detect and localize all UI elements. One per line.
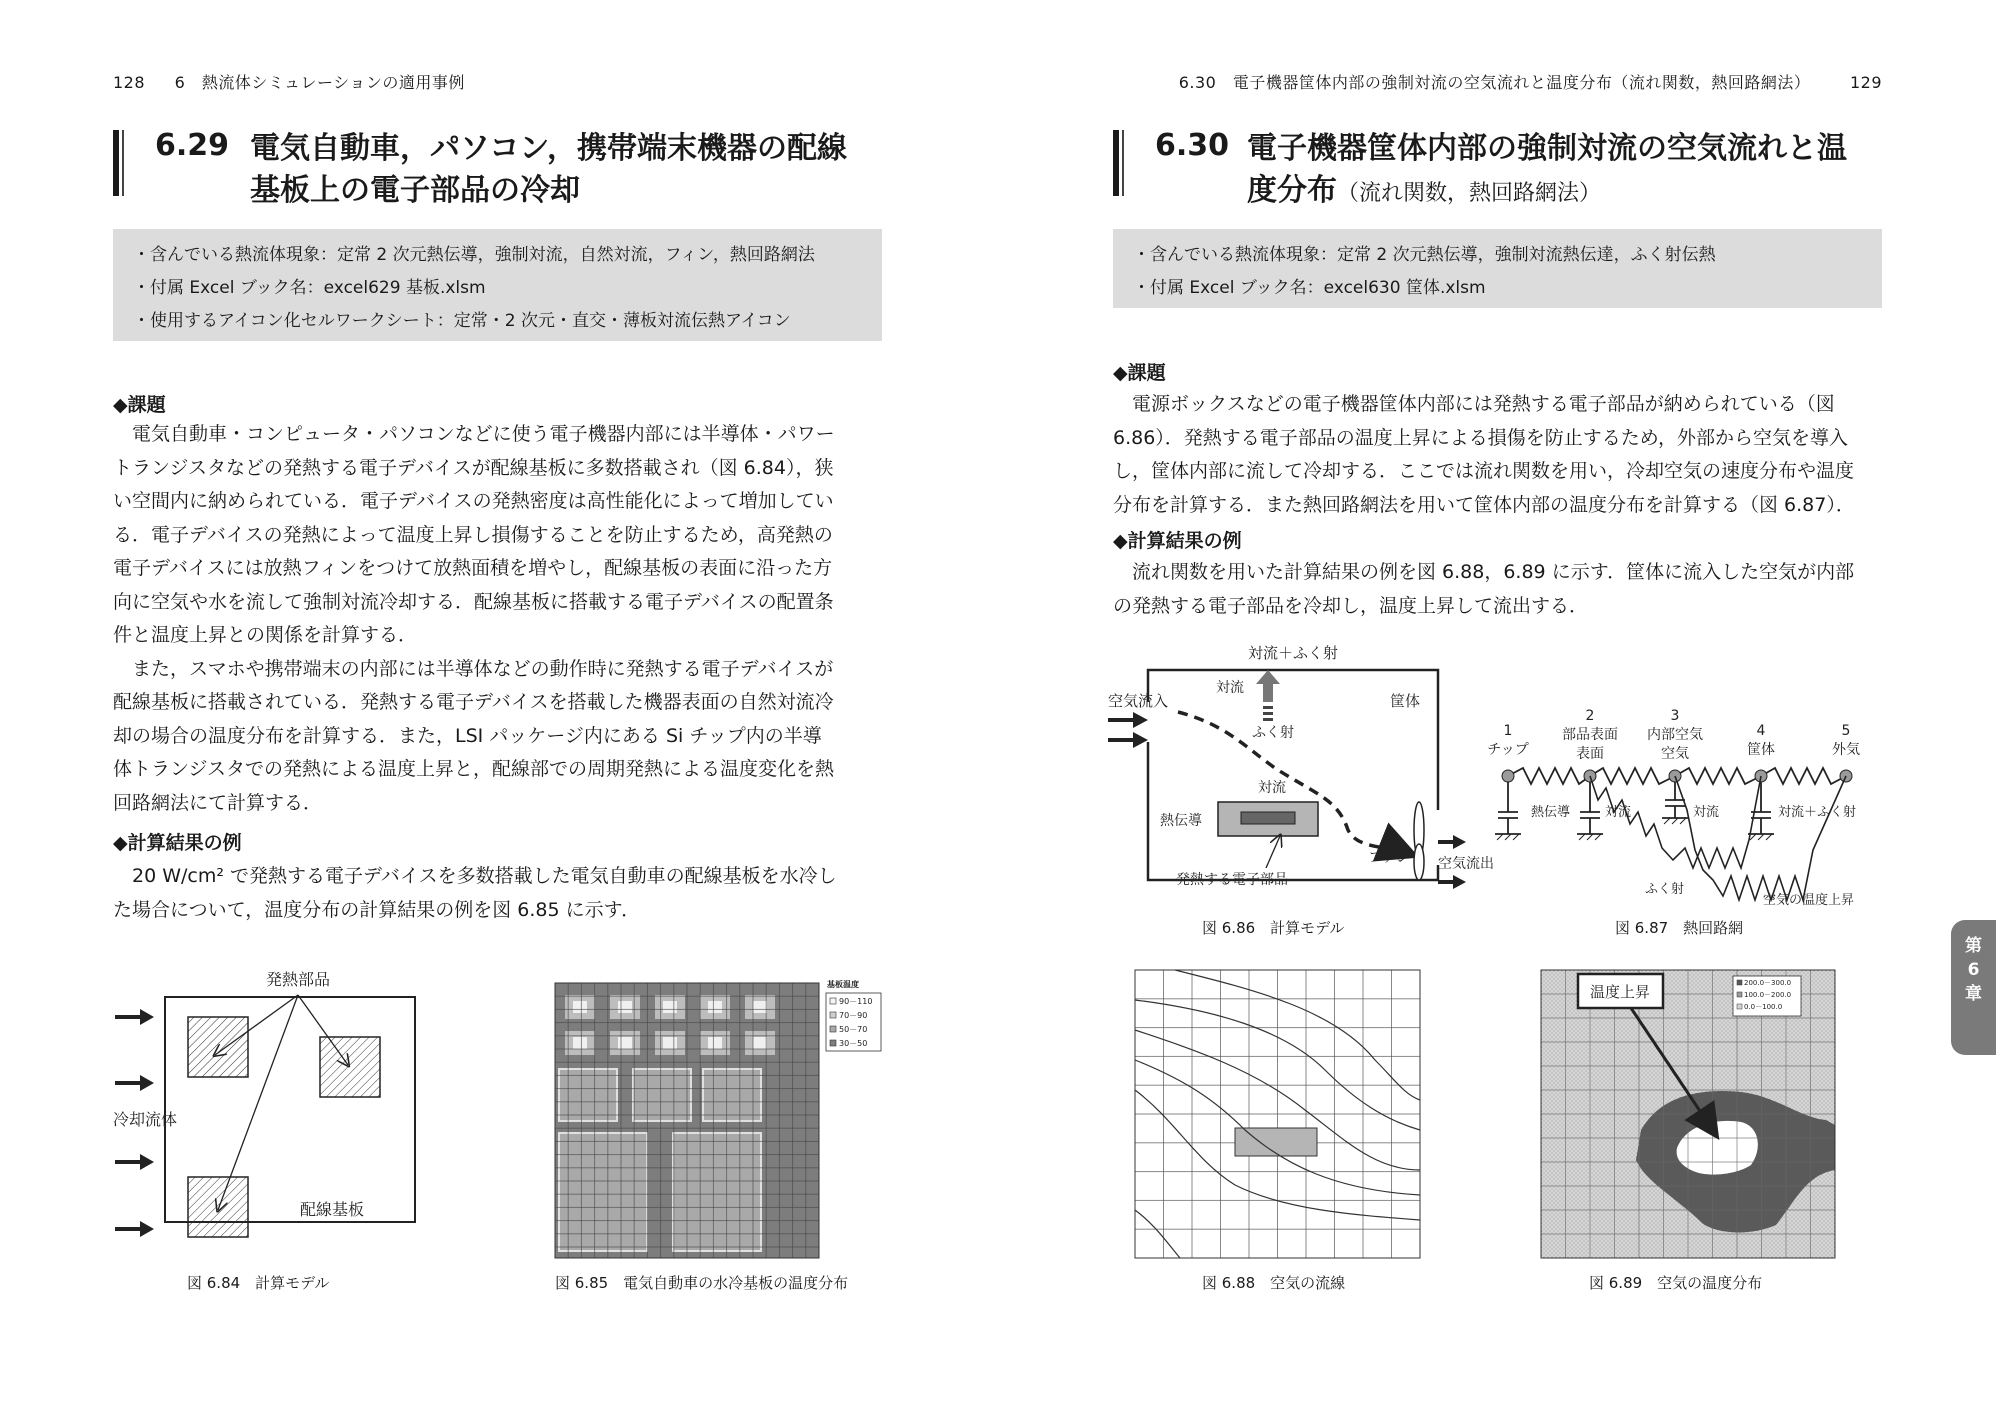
label-conduction: 熱伝導	[1160, 813, 1202, 829]
info-box-right	[1113, 229, 1882, 308]
heat-part-2	[320, 1037, 380, 1097]
radiation-dashes	[1263, 706, 1273, 721]
node-name: 外気	[1832, 742, 1860, 758]
label-air-in: 空気流入	[1108, 692, 1169, 710]
section-title	[250, 128, 847, 212]
figure-688	[1135, 970, 1421, 1260]
text-line: 6.86）．発熱する電子部品の温度上昇による損傷を防止するため，外部から空気を導入	[1113, 426, 1849, 449]
text-line: 回路網法にて計算する．	[113, 791, 323, 814]
ground-hatches	[1497, 818, 1772, 840]
caption-684: 図 6.84 計算モデル	[187, 1274, 330, 1292]
caption-685: 図 6.85 電気自動車の水冷基板の温度分布	[555, 1274, 849, 1292]
figure-684	[110, 965, 420, 1275]
node-number: 4	[1756, 723, 1766, 739]
heat-part-1	[188, 1017, 248, 1077]
section-bar-thin	[122, 130, 124, 196]
text-line: 流れ関数を用いた計算結果の例を図 6.88，6.89 に示す．筐体に流入した空気が内部	[1132, 561, 1855, 583]
figure-685	[555, 980, 890, 1259]
text-line: 20 W/cm² で発熱する電子デバイスを多数搭載した電気自動車の配線基板を水冷し	[132, 865, 837, 887]
text-line: 向に空気や水を流して強制対流冷却する．配線基板に搭載する電子デバイスの配置条	[113, 590, 834, 613]
label-conv-top: 対流	[1216, 680, 1244, 696]
text-line: 電気自動車・コンピュータ・パソコンなどに使う電子機器内部には半導体・パワー	[132, 423, 835, 445]
node-name: 筐体	[1747, 742, 1775, 758]
label-conv1: 対流	[1605, 805, 1632, 820]
node-1	[1502, 770, 1514, 782]
label-heat-part: 発熱する電子部品	[1176, 872, 1288, 888]
section-title-line2-main: 度分布	[1247, 173, 1337, 208]
node-number: 3	[1670, 708, 1680, 724]
legend-item: 30－50	[839, 1039, 868, 1048]
caption-687: 図 6.87 熱回路網	[1615, 919, 1744, 937]
section-heading-630	[1113, 128, 1913, 208]
heat-component-core	[1241, 812, 1295, 824]
legend-689	[1733, 976, 1801, 1016]
caption-689: 図 6.89 空気の温度分布	[1589, 1274, 1763, 1292]
label-conv2: 対流	[1693, 805, 1720, 820]
legend-item: 200.0－300.0	[1744, 979, 1792, 987]
text-line: トランジスタなどの発熱する電子デバイスが配線基板に多数搭載され（図 6.84），狭	[113, 456, 834, 479]
label-board: 配線基板	[300, 1200, 365, 1219]
legend-item: 90－110	[839, 997, 873, 1006]
text-line: る．電子デバイスの発熱によって温度上昇し損傷することを防止するため，高発熱の	[113, 523, 833, 546]
label-air-temp-rise: 空気の温度上昇	[1763, 893, 1855, 908]
label-fan: ファン	[1368, 850, 1410, 866]
section-number: 6.29	[155, 128, 230, 163]
label-coolant: 冷却流体	[113, 1110, 178, 1129]
heading-result-left: ◆計算結果の例	[113, 832, 242, 854]
section-heading-629	[113, 128, 913, 208]
right-page	[998, 0, 1996, 1412]
node-number: 1	[1503, 723, 1513, 739]
node-name: 内部空気	[1647, 727, 1703, 743]
inflow-arrow	[115, 1221, 154, 1237]
text-line: 体トランジスタでの発熱による温度上昇と，配線部での周期発熱による温度変化を熱	[113, 758, 834, 780]
label-case: 筐体	[1390, 692, 1421, 710]
figure-687	[1473, 700, 1878, 910]
label-heat-parts: 発熱部品	[265, 970, 331, 989]
text-line: また，スマホや携帯端末の内部には半導体などの動作時に発熱する電子デバイスが	[132, 657, 834, 680]
info-line: ・含んでいる熱流体現象：定常 2 次元熱伝導，強制対流熱伝達，ふく射伝熱	[1133, 245, 1716, 265]
legend-item: 100.0－200.0	[1744, 991, 1792, 999]
text-line: 電子デバイスには放熱フィンをつけて放熱面積を増やし，配線基板の表面に沿った方	[113, 557, 833, 579]
info-line: ・含んでいる熱流体現象：定常 2 次元熱伝導，強制対流，自然対流，フィン，熱回路網法	[133, 245, 815, 265]
inflow-arrow	[115, 1075, 154, 1091]
heat-part-3	[188, 1177, 248, 1237]
label-conduction: 熱伝導	[1531, 805, 1571, 820]
page-number-right: 129	[1849, 73, 1882, 92]
chapter-tab-label: 第 6 章	[1965, 936, 1982, 1004]
section-title-line1: 電子機器筐体内部の強制対流の空気流れと温	[1247, 131, 1847, 166]
section-title-line2: 基板上の電子部品の冷却	[250, 173, 580, 208]
legend-item: 70－90	[839, 1011, 868, 1020]
fan-blade	[1414, 844, 1424, 880]
inflow-arrow	[115, 1154, 154, 1170]
section-title-line1: 電気自動車，パソコン，携帯端末機器の配線	[250, 131, 847, 166]
inflow-arrow	[1108, 732, 1148, 748]
label-radiation: ふく射	[1252, 725, 1294, 741]
figure-686	[1108, 640, 1494, 910]
text-line: 電源ボックスなどの電子機器筐体内部には発熱する電子部品が納められている（図	[1132, 393, 1835, 415]
temp-map-grid	[555, 983, 819, 1258]
legend-685	[826, 979, 881, 1051]
legend-swatch	[830, 1040, 836, 1046]
result-paragraph-right	[1113, 556, 1883, 623]
info-box-left	[113, 229, 882, 341]
inflow-arrows	[1108, 712, 1148, 748]
running-head-left	[113, 70, 465, 93]
heading-task-left: ◆課題	[113, 394, 166, 416]
section-bar	[113, 130, 119, 196]
streamline-grid	[1135, 970, 1420, 1258]
figure-689	[1541, 970, 1836, 1260]
heading-result-right: ◆計算結果の例	[1113, 530, 1242, 552]
legend-swatch	[830, 1012, 836, 1018]
node-name-line2: 表面	[1576, 746, 1604, 762]
label-temp-rise: 温度上昇	[1589, 983, 1651, 1001]
running-head-text-right: 6.30 電子機器筐体内部の強制対流の空気流れと温度分布（流れ関数，熱回路網法）	[1178, 73, 1811, 92]
label-conv-rad: 対流＋ふく射	[1247, 644, 1339, 662]
chapter-tab[interactable]	[1951, 920, 1996, 1055]
node-name: 部品表面	[1562, 727, 1618, 743]
section-title-line2	[1247, 170, 1847, 215]
section-bar	[1113, 130, 1119, 196]
legend-swatch	[1737, 980, 1742, 985]
legend-swatch	[1737, 992, 1742, 997]
text-line: 件と温度上昇との関係を計算する．	[113, 624, 418, 646]
legend-item: 50－70	[839, 1025, 868, 1034]
section-title-line2-sub: （流れ関数，熱回路網法）	[1337, 181, 1602, 206]
label-conv-rad: 対流＋ふく射	[1778, 805, 1857, 820]
node-name: チップ	[1487, 742, 1529, 758]
outflow-arrow	[1438, 835, 1466, 849]
text-line: 却の場合の温度分布を計算する．また，LSI パッケージ内にある Si チップ内の半導	[113, 724, 822, 747]
label-radiation: ふく射	[1645, 882, 1685, 897]
legend-swatch	[830, 1026, 836, 1032]
legend-item: 0.0－100.0	[1744, 1003, 1783, 1011]
heading-task-right: ◆課題	[1113, 362, 1166, 384]
section-title	[1247, 128, 1847, 215]
text-line: し，筐体内部に流して冷却する．ここでは流れ関数を用い，冷却空気の速度分布や温度	[1113, 460, 1855, 482]
node-number: 5	[1841, 723, 1851, 739]
task-paragraph-left	[113, 418, 883, 820]
text-line: た場合について，温度分布の計算結果の例を図 6.85 に示す．	[113, 898, 641, 921]
info-line: ・付属 Excel ブック名：excel630 筐体.xlsm	[1133, 278, 1486, 298]
label-conv-part: 対流	[1258, 780, 1286, 796]
inflow-arrow	[115, 1009, 154, 1025]
text-line: い空間内に納められている．電子デバイスの発熱密度は高性能化によって増加してい	[113, 490, 834, 512]
info-line: ・付属 Excel ブック名：excel629 基板.xlsm	[133, 278, 486, 298]
legend-swatch	[1737, 1004, 1742, 1009]
running-head-text-left: 6 熱流体シミュレーションの適用事例	[174, 73, 465, 92]
inflow-arrow	[1108, 712, 1148, 728]
result-paragraph-left	[113, 860, 883, 927]
text-line: の発熱する電子部品を冷却し，温度上昇して流出する．	[1113, 594, 1589, 617]
running-head-right	[1179, 70, 1882, 93]
page-number-left: 128	[113, 73, 146, 92]
legend-swatch	[830, 998, 836, 1004]
node-name-line2: 空気	[1661, 746, 1689, 762]
legend-title: 基板温度	[827, 980, 859, 989]
info-line: ・使用するアイコン化セルワークシート：定常・2 次元・直交・薄板対流伝熱アイコン	[133, 311, 791, 331]
caption-686: 図 6.86 計算モデル	[1202, 919, 1345, 937]
caption-688: 図 6.88 空気の流線	[1202, 1274, 1346, 1292]
section-number: 6.30	[1155, 128, 1230, 163]
task-paragraph-right	[1113, 388, 1883, 522]
section-bar-thin	[1122, 130, 1124, 196]
text-line: 配線基板に搭載されている．発熱する電子デバイスを搭載した機器表面の自然対流冷	[113, 691, 834, 713]
text-line: 分布を計算する．また熱回路網法を用いて筐体内部の温度分布を計算する（図 6.87）．	[1113, 493, 1855, 516]
label-air-out: 空気流出	[1438, 856, 1494, 872]
node-number: 2	[1585, 708, 1595, 724]
outflow-arrow	[1438, 875, 1466, 889]
